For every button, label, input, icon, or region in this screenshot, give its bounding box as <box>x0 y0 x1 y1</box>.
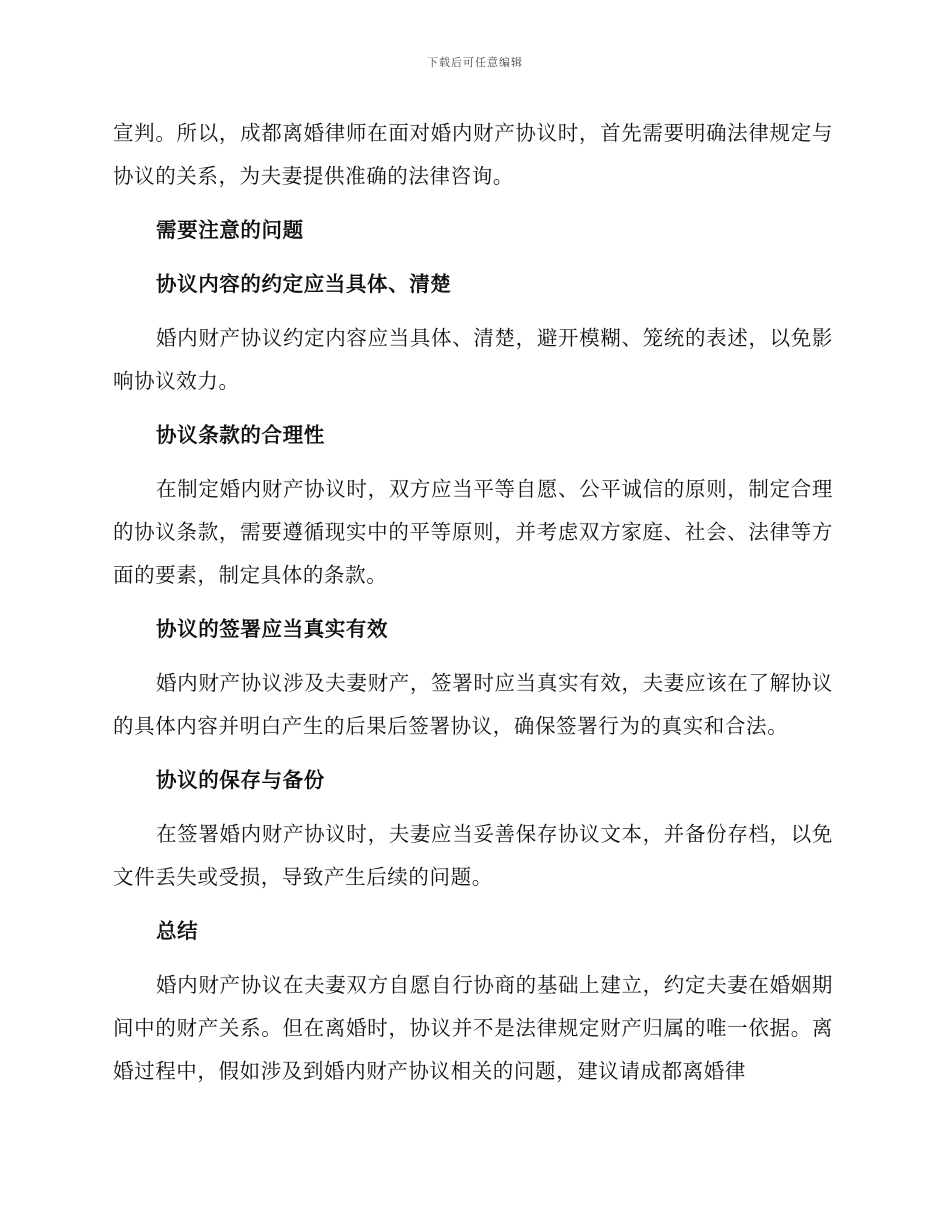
subheading-reasonable-terms: 协议条款的合理性 <box>156 423 325 447</box>
paragraph-reasonable-terms: 在制定婚内财产协议时，双方应当平等自愿、公平诚信的原则，制定合理的协议条款，需要遵循现实中的平等原则，并考虑双方家庭、社会、法律等方面的要素，制定具体的条款。 <box>113 477 833 587</box>
subheading-valid-signing: 协议的签署应当真实有效 <box>156 617 389 641</box>
paragraph-summary: 婚内财产协议在夫妻双方自愿自行协商的基础上建立，约定夫妻在婚姻期间中的财产关系。但在离婚时，协议并不是法律规定财产归属的唯一依据。离婚过程中，假如涉及到婚内财产协议相关的问题，建议请成都离婚律 <box>113 973 833 1083</box>
paragraph-valid-signing: 婚内财产协议涉及夫妻财产，签署时应当真实有效，夫妻应该在了解协议的具体内容并明白产生的后果后签署协议，确保签署行为的真实和合法。 <box>113 671 833 738</box>
subheading-specific-content: 协议内容的约定应当具体、清楚 <box>156 272 452 296</box>
section-heading-summary: 总结 <box>156 919 199 943</box>
paragraph-storage-backup: 在签署婚内财产协议时，夫妻应当妥善保存协议文本，并备份存档，以免文件丢失或受损，导致产生后续的问题。 <box>113 822 833 889</box>
paragraph-continuation: 宣判。所以，成都离婚律师在面对婚内财产协议时，首先需要明确法律规定与协议的关系，为夫妻提供准确的法律咨询。 <box>113 121 833 188</box>
section-heading-issues: 需要注意的问题 <box>156 218 304 242</box>
document-body <box>113 112 833 1104</box>
paragraph-specific-content: 婚内财产协议约定内容应当具体、清楚，避开模糊、笼统的表述，以免影响协议效力。 <box>113 326 833 393</box>
subheading-storage-backup: 协议的保存与备份 <box>156 768 325 792</box>
page-header: 下载后可任意编辑 <box>427 56 523 69</box>
